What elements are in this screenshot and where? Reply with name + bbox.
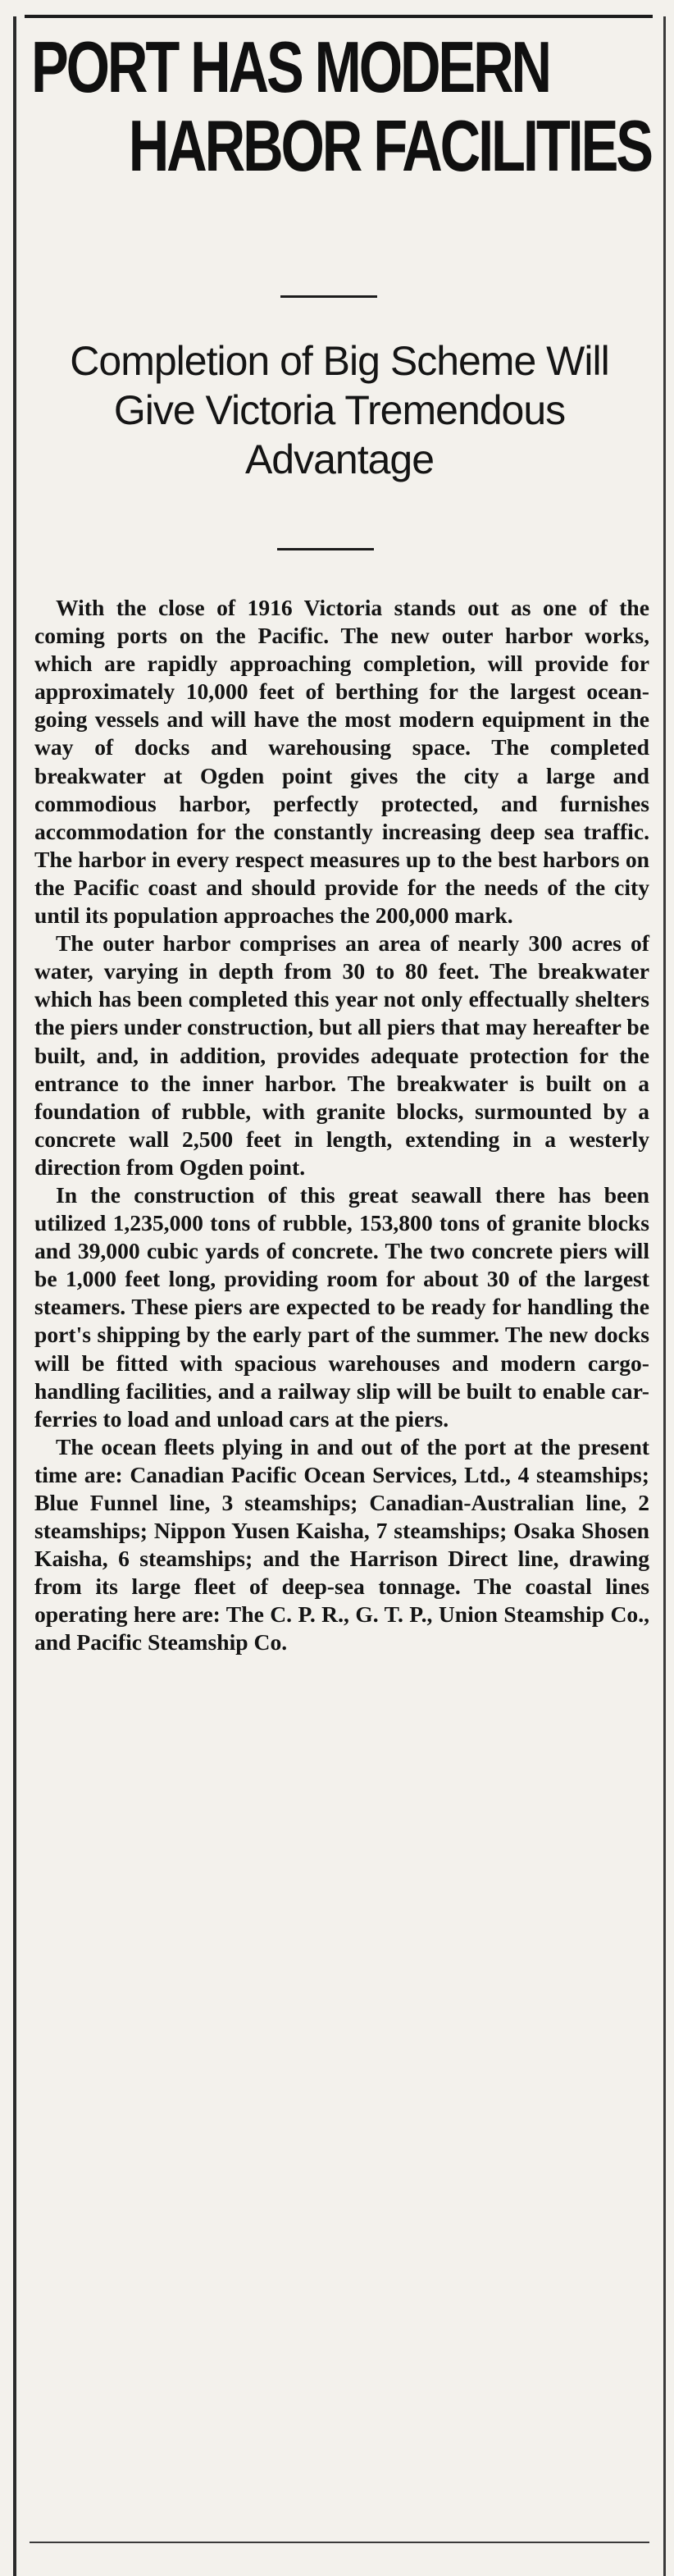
headline-line-2: HARBOR FACILITIES <box>128 105 651 186</box>
paragraph: With the close of 1916 Victoria stands out as one of the coming ports on the Pacific. The new outer harbor works, which are rapidly approaching completion, will provide for approximately 10,000 feet of berthing for the largest ocean-going vessels and will have the most modern equipment in the way of docks and warehousing space. The completed breakwater at Ogden point gives the city a large and commodious harbor, perfectly protected, and furnishes accommodation for the constantly increasing deep sea traffic. The harbor in every respect measures up to the best harbors on the Pacific coast and should provide for the needs of the city until its population approaches the 200,000 mark. <box>34 595 649 929</box>
column-rule-right <box>663 16 666 2576</box>
bottom-rule <box>30 2542 649 2543</box>
divider-rule <box>277 548 374 550</box>
paragraph: In the construction of this great seawall there has been utilized 1,235,000 tons of rubble, 153,800 tons of granite blocks and 39,000 cubic yards of concrete. The two concrete piers will be 1,000 feet long, providing room for about 30 of the largest steamers. These piers are expected to be ready for handling the port's shipping by the early part of the summer. The new docks will be fitted with spacious warehouses and modern cargo-handling facilities, and a railway slip will be built to enable car-ferries to load and unload cars at the piers. <box>34 1181 649 1432</box>
paragraph: The ocean fleets plying in and out of the port at the present time are: Canadian Pacific Ocean Services, Ltd., 4 steamships; Blue Funnel line, 3 steamships; Canadian-Australian line, 2 steamships; Nippon Yusen Kaisha, 7 steamships; Osaka Shosen Kaisha, 6 steamships; and the Harrison Direct line, drawing from its large fleet of deep-sea tonnage. The coastal lines operating here are: The C. P. R., G. T. P., Union Steamship Co., and Pacific Steamship Co. <box>34 1433 649 1656</box>
headline <box>31 26 651 186</box>
top-rule <box>25 15 653 18</box>
divider-rule <box>280 295 377 298</box>
paragraph: The outer harbor comprises an area of nearly 300 acres of water, varying in depth from 30 to 80 feet. The breakwater which has been completed this year not only effectually shelters the piers under construction, but all piers that may hereafter be built, and, in addition, provides adequate protection for the entrance to the inner harbor. The breakwater is built on a foundation of rubble, with granite blocks, surmounted by a concrete wall 2,500 feet in length, extending in a westerly direction from Ogden point. <box>34 930 649 1180</box>
headline-line-1: PORT HAS MODERN <box>31 26 549 107</box>
column-rule-left <box>13 16 16 2576</box>
article-body <box>34 594 649 1657</box>
subheadline: Completion of Big Scheme Will Give Victoria Tremendous Advantage <box>70 338 609 482</box>
